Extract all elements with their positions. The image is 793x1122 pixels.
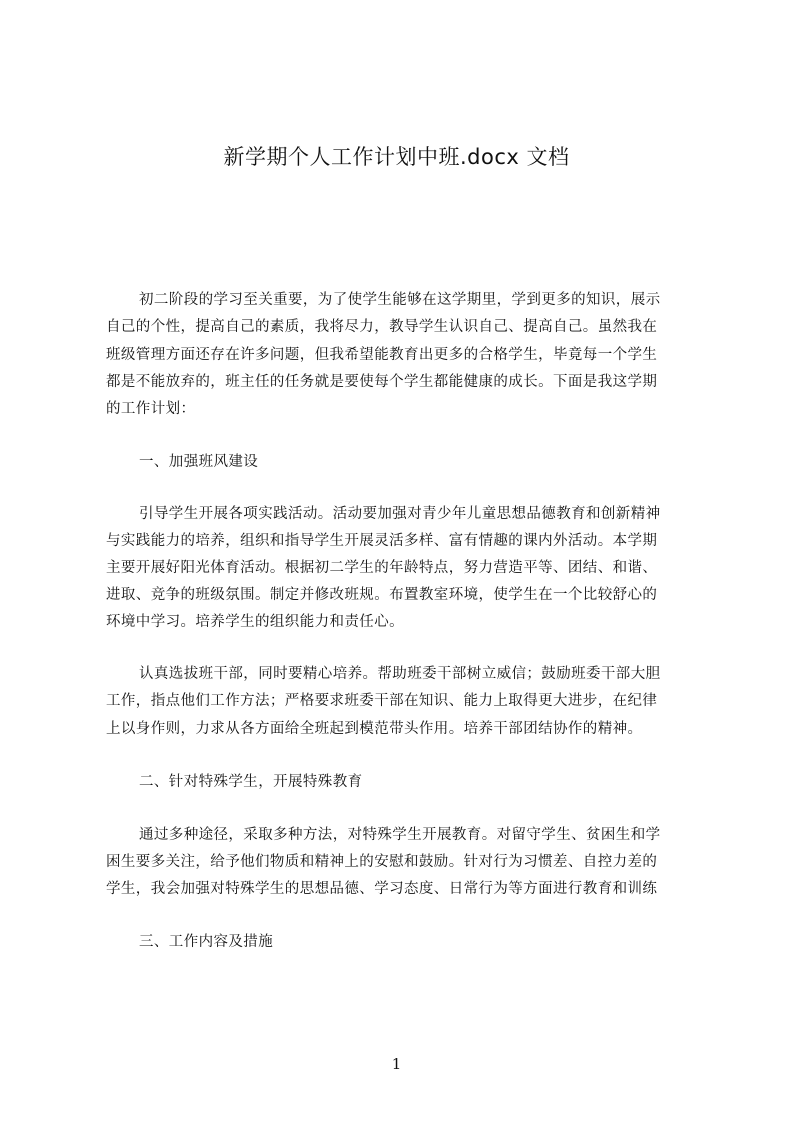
intro-line-1: 初二阶段的学习至关重要，为了使学生能够在这学期里，学到更多的知识，展示: [139, 292, 661, 308]
section-1-para-1-line-5: 环境中学习。培养学生的组织能力和责任心。: [106, 614, 404, 630]
intro-line-3: 班级管理方面还存在许多问题，但我希望能教育出更多的合格学生，毕竟每一个学生: [106, 347, 658, 363]
section-1-para-1-line-4: 进取、竞争的班级氛围。制定并修改班规。布置教室环境，使学生在一个比较舒心的: [106, 587, 658, 603]
section-1-para-2-line-3: 上以身作则，力求从各方面给全班起到模范带头作用。培养干部团结协作的精神。: [106, 721, 643, 737]
section-2-heading: 二、针对特殊学生，开展特殊教育: [139, 774, 363, 790]
section-1-para-2-line-1: 认真选拔班干部，同时要精心培养。帮助班委干部树立威信；鼓励班委干部大胆: [139, 666, 661, 682]
section-1-heading: 一、加强班风建设: [139, 454, 259, 470]
intro-line-5: 的工作计划：: [106, 401, 196, 417]
section-2-para-1-line-3: 学生，我会加强对特殊学生的思想品德、学习态度、日常行为等方面进行教育和训练: [106, 881, 658, 897]
section-2-para-1-line-2: 困生要多关注，给予他们物质和精神上的安慰和鼓励。针对行为习惯差、自控力差的: [106, 854, 658, 870]
page-number: 1: [391, 1055, 402, 1073]
section-1-para-1-line-2: 与实践能力的培养，组织和指导学生开展灵活多样、富有情趣的课内外活动。本学期: [106, 533, 658, 549]
section-2-para-1-line-1: 通过多种途径，采取多种方法，对特殊学生开展教育。对留守学生、贫困生和学: [139, 827, 661, 843]
intro-line-2: 自己的个性，提高自己的素质，我将尽力，教导学生认识自己、提高自己。虽然我在: [106, 319, 658, 335]
document-title: 新学期个人工作计划中班.docx 文档: [223, 145, 570, 169]
intro-line-4: 都是不能放弃的，班主任的任务就是要使每个学生都能健康的成长。下面是我这学期: [106, 374, 658, 390]
section-1-para-2-line-2: 工作，指点他们工作方法；严格要求班委干部在知识、能力上取得更大进步，在纪律: [106, 693, 658, 709]
section-3-heading: 三、工作内容及措施: [139, 934, 274, 950]
section-1-para-1-line-3: 主要开展好阳光体育活动。根据初二学生的年龄特点，努力营造平等、团结、和谐、: [106, 560, 658, 576]
section-1-para-1-line-1: 引导学生开展各项实践活动。活动要加强对青少年儿童思想品德教育和创新精神: [139, 506, 661, 522]
